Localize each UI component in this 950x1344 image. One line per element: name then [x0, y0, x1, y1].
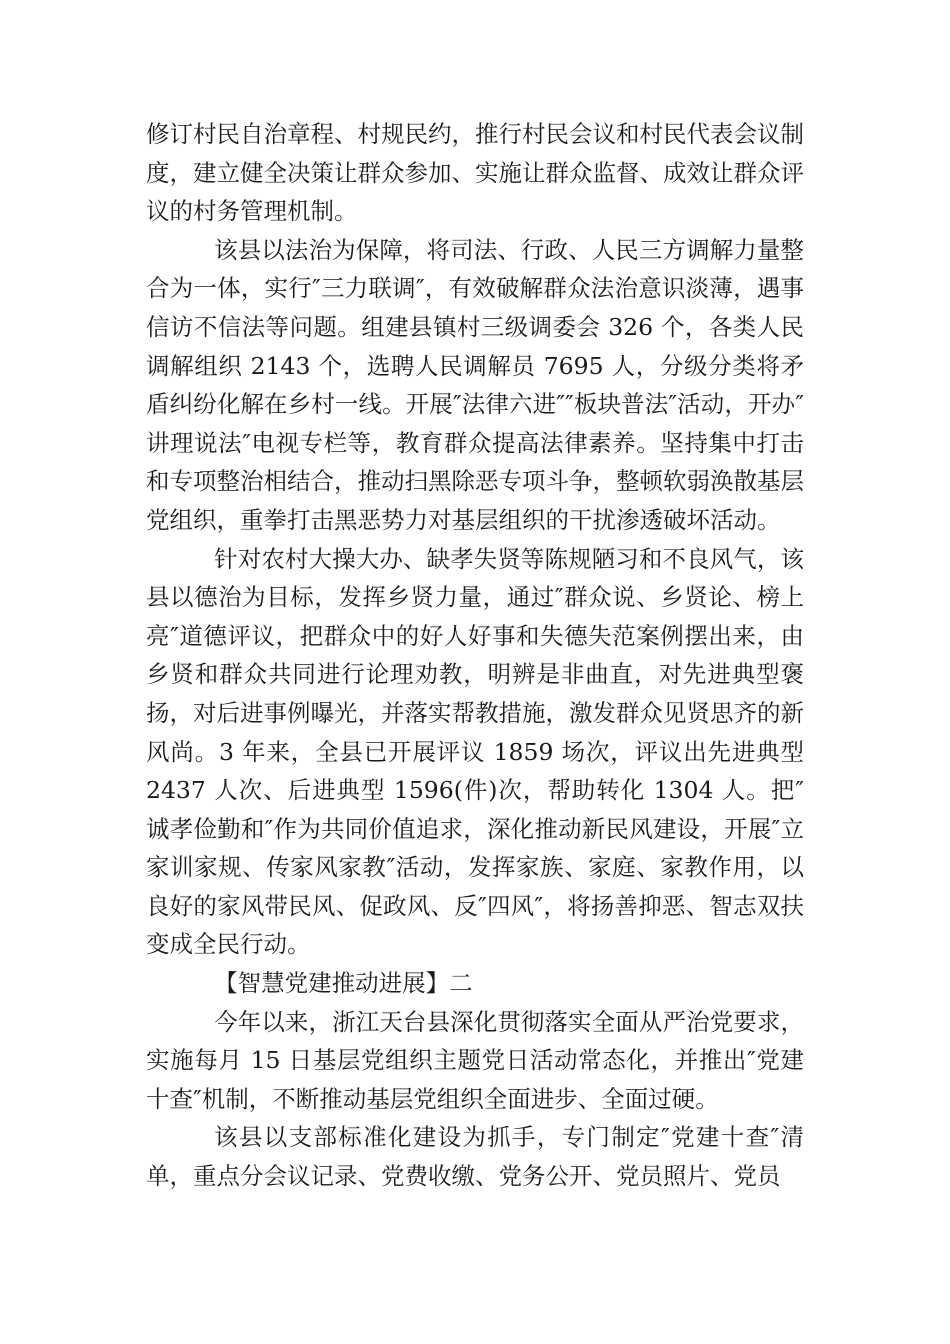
document-body [146, 115, 804, 1196]
section-heading: 【智慧党建推动进展】二 [214, 969, 473, 998]
paragraph-party-checklist: 该县以支部标准化建设为抓手，专门制定″党建十查″清单，重点分会议记录、党费收缴、党务公开、党员照片、党员 [146, 1123, 804, 1191]
paragraph-rule-of-virtue: 针对农村大操大办、缺孝失贤等陈规陋习和不良风气，该县以德治为目标，发挥乡贤力量，通过″群众说、乡贤论、榜上亮″道德评议，把群众中的好人好事和失德失范案例摆出来，由乡贤和群众共同进行论理劝教，明辨是非曲直，对先进典型褒扬，对后进事例曝光，并落实帮教措施，激发群众见贤思齐的新风尚。3 年来，全县已开展评议 1859 场次，评议出先进典型 2437 人次、后进典型 1596(件)次，帮助转化 1304 人。把″诚孝俭勤和″作为共同价值追求，深化推动新民风建设，开展″立家训家规、传家风家教″活动，发挥家族、家庭、家教作用，以良好的家风带民风、促政风、反″四风″，将扬善抑恶、智志双扶变成全民行动。 [146, 544, 804, 959]
paragraph-rule-of-law: 该县以法治为保障，将司法、行政、人民三方调解力量整合为一体，实行″三力联调″，有效破解群众法治意识淡薄，遇事信访不信法等问题。组建县镇村三级调委会 326 个，各类人民调解组织 2143 个，选聘人民调解员 7695 人，分级分类将矛盾纠纷化解在乡村一线。开展″法律六进″″板块普法″活动，开办″讲理说法″电视专栏等，教育群众提高法律素养。坚持集中打击和专项整治相结合，推动扫黑除恶专项斗争，整顿软弱涣散基层党组织，重拳打击黑恶势力对基层组织的干扰渗透破坏活动。 [146, 235, 804, 534]
paragraph-tiantai-intro: 今年以来，浙江天台县深化贯彻落实全面从严治党要求，实施每月 15 日基层党组织主题党日活动常态化，并推出″党建十查″机制，不断推动基层党组织全面进步、全面过硬。 [146, 1007, 804, 1113]
paragraph-continuation: 修订村民自治章程、村规民约，推行村民会议和村民代表会议制度，建立健全决策让群众参加、实施让群众监督、成效让群众评议的村务管理机制。 [146, 120, 804, 226]
